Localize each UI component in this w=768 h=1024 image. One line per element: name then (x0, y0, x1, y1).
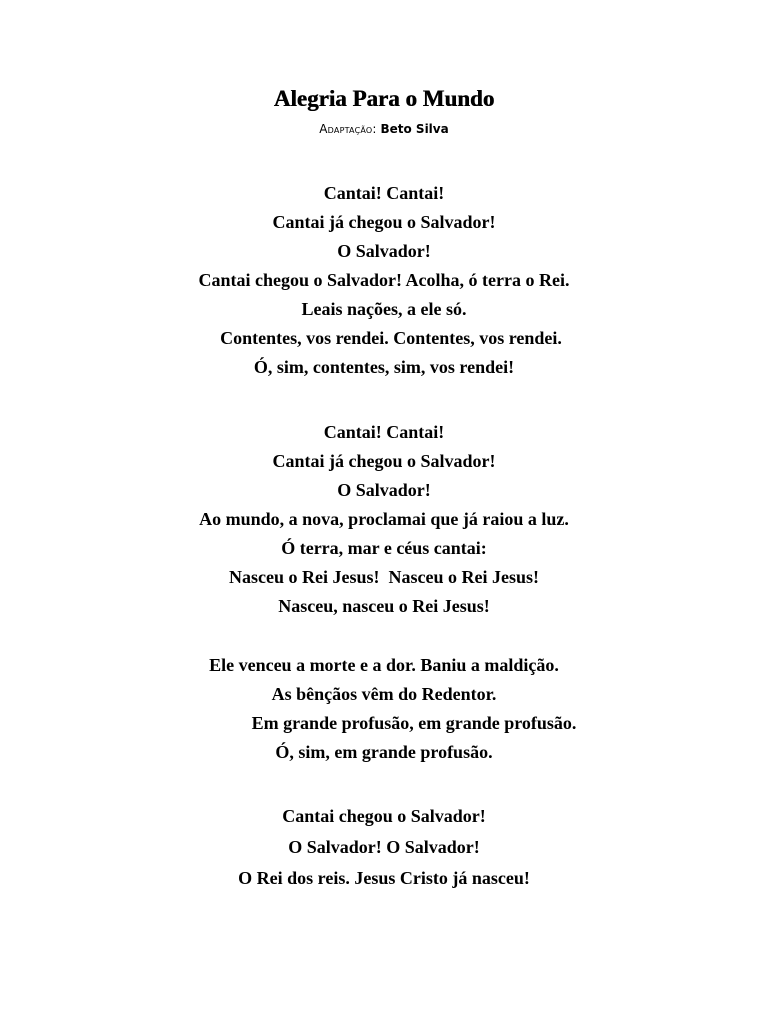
lyric-line: Em grande profusão, em grande profusão. (251, 713, 577, 733)
lyric-line: O Salvador! (337, 241, 431, 261)
stanza-1 (0, 179, 768, 382)
lyric-line: Ao mundo, a nova, proclamai que já raiou a luz. (199, 509, 569, 529)
lyric-line: Cantai chegou o Salvador! (282, 806, 486, 826)
lyric-line: Ele venceu a morte e a dor. Baniu a maldição. (209, 655, 559, 675)
lyric-line: Cantai chegou o Salvador! Acolha, ó terra o Rei. (198, 270, 570, 290)
lyric-line: Ó, sim, contentes, sim, vos rendei! (253, 357, 515, 377)
credit-label: Adaptação: (319, 122, 377, 136)
lyric-line: Contentes, vos rendei. Contentes, vos rendei. (220, 328, 562, 348)
lyric-line: O Salvador! (337, 480, 431, 500)
stanza-3 (0, 651, 768, 767)
lyric-line: Cantai! Cantai! (323, 422, 445, 442)
adaptation-credit (0, 122, 768, 136)
credit-author: Beto Silva (380, 122, 449, 136)
lyric-line: Cantai! Cantai! (323, 183, 445, 203)
lyric-line: Cantai já chegou o Salvador! (272, 212, 496, 232)
stanza-2 (0, 418, 768, 621)
lyric-line: As bênçãos vêm do Redentor. (271, 684, 497, 704)
stanza-4 (0, 801, 768, 894)
lyric-line: O Rei dos reis. Jesus Cristo já nasceu! (238, 868, 530, 888)
lyric-line: O Salvador! O Salvador! (288, 837, 480, 857)
lyric-line: Ó, sim, em grande profusão. (275, 742, 493, 762)
lyric-line: Leais nações, a ele só. (301, 299, 467, 319)
lyric-line: Cantai já chegou o Salvador! (272, 451, 496, 471)
lyric-line: Ó terra, mar e céus cantai: (281, 538, 487, 558)
song-title: Alegria Para o Mundo (273, 86, 495, 111)
lyric-line: Nasceu o Rei Jesus! Nasceu o Rei Jesus! (229, 567, 539, 587)
lyric-line: Nasceu, nasceu o Rei Jesus! (278, 596, 490, 616)
